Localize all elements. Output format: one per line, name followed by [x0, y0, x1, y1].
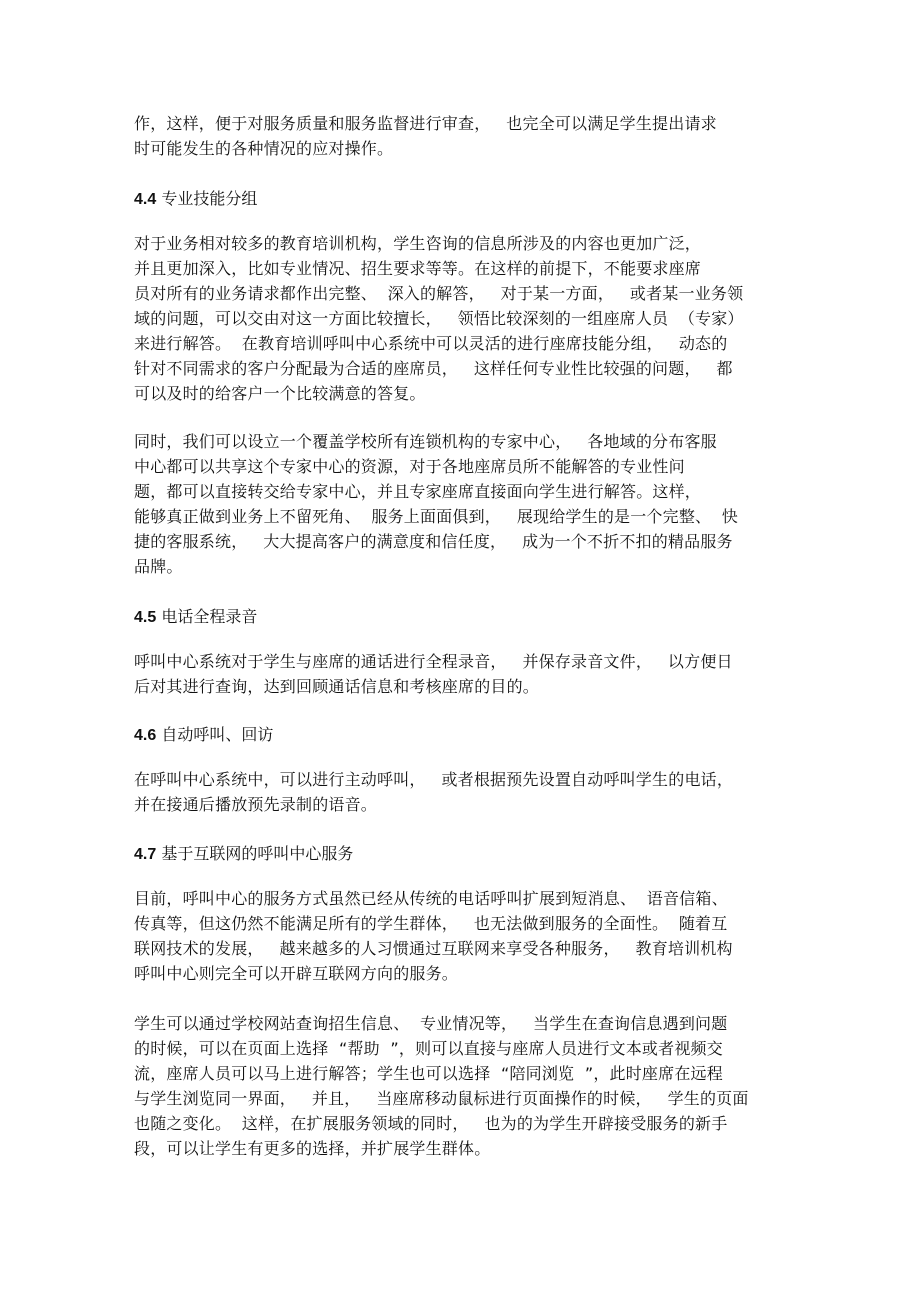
paragraph-line: 后对其进行查询，达到回顾通话信息和考核座席的目的。: [134, 677, 540, 696]
paragraph-line: 并且更加深入，比如专业情况、招生要求等等。在这样的前提下，不能要求座席: [134, 259, 702, 278]
paragraph-line: 捷的客服系统， 大大提高客户的满意度和信任度， 成为一个不折不扣的精品服务: [134, 532, 733, 551]
paragraph-line: 也随之变化。 这样，在扩展服务领域的同时， 也为的为学生开辟接受服务的新手: [134, 1114, 728, 1133]
paragraph-line: 同时，我们可以设立一个覆盖学校所有连锁机构的专家中心， 各地域的分布客服: [134, 432, 717, 451]
section-number: 4.4: [134, 191, 157, 208]
section-4-6-heading: [134, 723, 273, 748]
section-number: 4.5: [134, 609, 157, 626]
intro-line-1: 作，这样，便于对服务质量和服务监督进行审查， 也完全可以满足学生提出请求: [134, 114, 717, 133]
paragraph-line: 流，座席人员可以马上进行解答；学生也可以选择 “陪同浏览 ”，此时座席在远程: [134, 1064, 723, 1083]
section-title: 电话全程录音: [161, 607, 258, 626]
paragraph-line: 呼叫中心系统对于学生与座席的通话进行全程录音， 并保存录音文件， 以方便日: [134, 652, 733, 671]
paragraph-line: 题，都可以直接转交给专家中心，并且专家座席直接面向学生进行解答。这样，: [134, 482, 702, 501]
paragraph-line: 学生可以通过学校网站查询招生信息、 专业情况等， 当学生在查询信息遇到问题: [134, 1014, 728, 1033]
intro-line-2: 时可能发生的各种情况的应对操作。: [134, 139, 394, 158]
paragraph-line: 可以及时的给客户一个比较满意的答复。: [134, 384, 426, 403]
section-title: 自动呼叫、回访: [161, 725, 274, 744]
paragraph-line: 联网技术的发展， 越来越多的人习惯通过互联网来享受各种服务， 教育培训机构: [134, 939, 733, 958]
paragraph-line: 对于业务相对较多的教育培训机构，学生咨询的信息所涉及的内容也更加广泛，: [134, 234, 702, 253]
paragraph-line: 品牌。: [134, 557, 183, 576]
paragraph-line: 呼叫中心则完全可以开辟互联网方向的服务。: [134, 964, 459, 983]
section-number: 4.7: [134, 846, 157, 863]
section-number: 4.6: [134, 727, 157, 744]
paragraph-line: 员对所有的业务请求都作出完整、 深入的解答， 对于某一方面， 或者某一业务领: [134, 284, 744, 303]
paragraph-line: 段，可以让学生有更多的选择，并扩展学生群体。: [134, 1139, 491, 1158]
paragraph-line: 传真等，但这仍然不能满足所有的学生群体， 也无法做到服务的全面性。 随着互: [134, 914, 728, 933]
paragraph-line: 并在接通后播放预先录制的语音。: [134, 795, 378, 814]
paragraph-line: 目前，呼叫中心的服务方式虽然已经从传统的电话呼叫扩展到短消息、 语音信箱、: [134, 889, 728, 908]
paragraph-line: 在呼叫中心系统中，可以进行主动呼叫， 或者根据预先设置自动呼叫学生的电话，: [134, 770, 734, 789]
paragraph-line: 的时候，可以在页面上选择 “帮助 ”，则可以直接与座席人员进行文本或者视频交: [134, 1039, 723, 1058]
section-4-5-heading: [134, 605, 257, 630]
section-title: 基于互联网的呼叫中心服务: [161, 844, 354, 863]
section-4-4-heading: [134, 187, 257, 212]
paragraph-line: 能够真正做到业务上不留死角、 服务上面面俱到， 展现给学生的是一个完整、 快: [134, 507, 739, 526]
paragraph-line: 与学生浏览同一界面， 并且， 当座席移动鼠标进行页面操作的时候， 学生的页面: [134, 1089, 749, 1108]
section-4-7-heading: [134, 842, 353, 867]
paragraph-line: 中心都可以共享这个专家中心的资源，对于各地座席员所不能解答的专业性问: [134, 457, 685, 476]
paragraph-line: 域的问题，可以交由对这一方面比较擅长， 领悟比较深刻的一组座席人员 （专家）: [134, 309, 744, 328]
paragraph-line: 针对不同需求的客户分配最为合适的座席员， 这样任何专业性比较强的问题， 都: [134, 359, 733, 378]
section-title: 专业技能分组: [161, 189, 258, 208]
paragraph-line: 来进行解答。 在教育培训呼叫中心系统中可以灵活的进行座席技能分组， 动态的: [134, 334, 728, 353]
